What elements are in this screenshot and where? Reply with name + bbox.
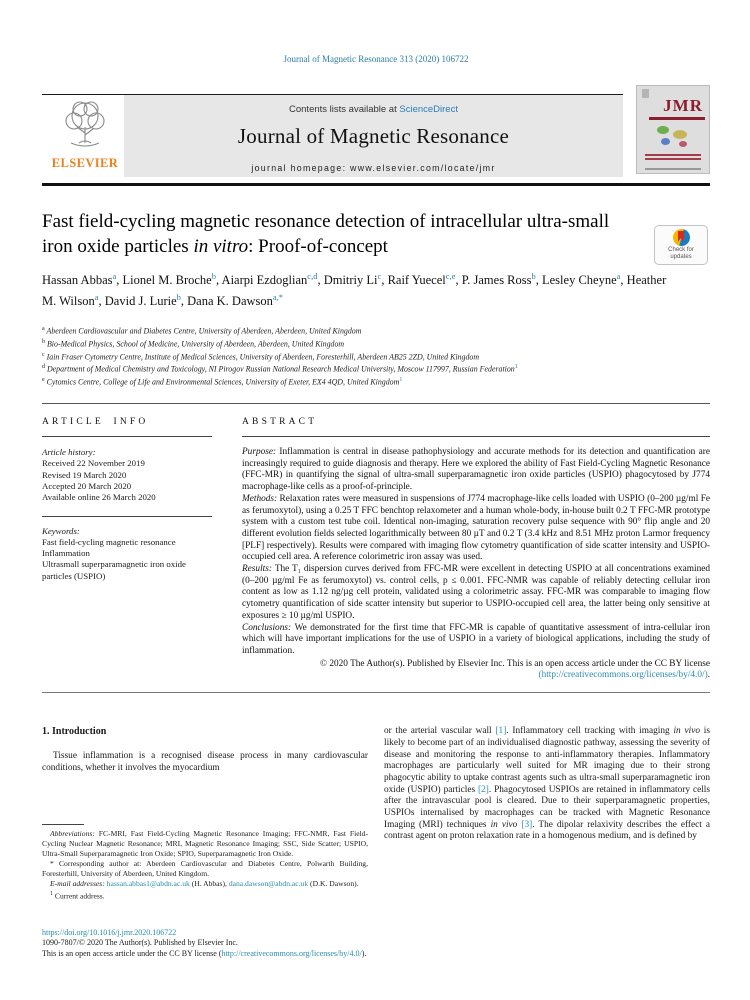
keyword: Fast field-cycling magnetic resonance [42, 536, 176, 547]
cover-title: JMR [663, 96, 703, 115]
author: Hassan Abbas$^a$, [42, 270, 123, 287]
author-affil-link[interactable]: a,* [272, 292, 284, 303]
history-item: Revised 19 March 2020 [42, 469, 127, 480]
journal-cover-thumbnail[interactable] [636, 85, 710, 174]
article-info-heading: ARTICLE INFO [42, 417, 212, 437]
cover-text-bar [645, 154, 701, 156]
current-address-note: $^1$ Current address. [50, 891, 105, 901]
intro-paragraph-continued: or the arterial vascular wall [1]. Inflammatory cell tracking with imaging in vivo is likely to become part of an individualised diagnostic pathway, assessing the severity of disease and monitoring the response to anti-inflammatory therapies. Inflammatory macrophages are particularly well suited for MR imaging due to their strong phagocytic ability to uptake contrast agents such as ultra-small superparamagnetic iron oxide (USPIO) particles [2]. Phagocytosed USPIOs are retained in inflammatory cells after the intravascular pool is cleared. Due to their superparamagnetic properties, USPIOs internalised by macrophages can be tracked with Magnetic Resonance Imaging (MRI) techniques in vivo [3]. The dipolar relaxivity describes the effect a contrast agent on proton relaxation rate in a homogenous medium, and is defined by [384, 726, 711, 842]
author: Heather M. Wilson$^a$, [42, 272, 667, 309]
author: P. James Ross$^b$, [461, 270, 542, 287]
abstract-results: Results: The T₁ dispersion curves derived from FFC-MR were excellent in detecting USPIO at all concentrations examined (0–200 µg/ml Fe as ferumoxytol) vs. control cells, p ≤ 0.001. FFC-NMR was capable of reliably detecting cellular iron content as low as 1.12 ng/µg cell protein, validated using a colorimetric assay. FFC-MR was comparable to imaging flow cytometry quantification of side scatter intensity but superior to USPIO-occupied cell area, the latter being only sensitive at exposures ≥ 10 µg/ml USPIO. [242, 564, 710, 621]
corresponding-author-note: * Corresponding author at: Aberdeen Cardiovascular and Diabetes Centre, Polwarth Building, Foresterhill, University of Aberdeen, United Kingdom. [42, 859, 368, 879]
footer-license-line: This is an open access article under the CC BY license (http://creativecommons.org/licenses/by/4.0/). [42, 948, 367, 958]
journal-title: Journal of Magnetic Resonance [237, 124, 510, 148]
author-affil-link[interactable]: b [531, 270, 536, 281]
masthead [42, 85, 710, 186]
elsevier-tree-icon [59, 99, 111, 155]
left-column [42, 726, 368, 902]
crossmark-icon [673, 229, 690, 246]
author-affil-link[interactable]: b [176, 292, 181, 303]
page-title: Fast field-cycling magnetic resonance detection of intracellular ultra-small iron oxide particles in vitro: Proof-of-concept [42, 210, 610, 257]
article-history-label: Article history: [42, 447, 96, 458]
footer [42, 928, 710, 960]
author: Raif Yuecel$^{c,e}$, [387, 270, 462, 287]
author-affil-link[interactable]: c,d [307, 270, 318, 281]
affiliation: $^d$ Department of Medical Chemistry and Toxicology, NI Pirogov Russian National Research Medical University, Moscow 117997, Russian Federation$^1$ [42, 364, 518, 375]
intro-paragraph: Tissue inflammation is a recognised disease process in many cardiovascular conditions, whether it involves the myocardium [42, 750, 368, 773]
abstract-purpose: Purpose: Inflammation is central in disease pathophysiology and accurate methods for its detection and quantification are increasingly required to guide diagnosis and therapy. Here we explored the ability of Fast Field-Cycling Magnetic Resonance (FFC-MR) in quantifying the signal of ultra-small superparamagnetic iron oxide particles (USPIO) phagocytosed by J774 macrophage-like cells as a proof-of-principle. [242, 447, 710, 493]
abstract-heading: ABSTRACT [242, 417, 710, 437]
cover-art-blob [679, 141, 687, 147]
cover-art-blob [673, 130, 687, 139]
footnote-block [42, 824, 368, 902]
affiliation: $^e$ Cytomics Centre, College of Life and Environmental Sciences, University of Exeter, EX4 4QD, United Kingdom$^1$ [42, 377, 403, 387]
contents-line: Contents lists available at ScienceDirect [289, 104, 458, 115]
right-column [384, 726, 710, 902]
abstract-divider [42, 692, 710, 693]
author-affil-link[interactable]: a [616, 270, 621, 281]
author: Lesley Cheyne$^a$, [542, 270, 627, 287]
reference-link[interactable]: [2] [478, 784, 489, 795]
copyright-line: © 2020 The Author(s). Published by Elsevier Inc. This is an open access article under the CC BY license (http://creativecommons.org/licenses/by/4.0/). [319, 658, 710, 681]
author: Lionel M. Broche$^b$, [122, 270, 222, 287]
cover-art-blob [661, 138, 670, 145]
author: Dana K. Dawson$^{a,*}$ [187, 292, 284, 309]
keyword: Ultrasmall superparamagnetic iron oxide particles (USPIO) [42, 559, 186, 581]
check-for-updates-button[interactable]: Check for updates [654, 225, 708, 265]
journal-homepage-link[interactable]: journal homepage: www.elsevier.com/locate/jmr [251, 163, 496, 173]
article-info-column [42, 417, 242, 682]
reference-link[interactable]: [1] [495, 726, 507, 737]
elsevier-wordmark: ELSEVIER [51, 156, 119, 170]
email-note: E-mail addresses: hassan.abbas1@abdn.ac.uk (H. Abbas), dana.dawson@abdn.ac.uk (D.K. Dawson). [50, 879, 359, 889]
reference-link[interactable]: [3] [521, 819, 533, 830]
license-link[interactable]: (http://creativecommons.org/licenses/by/4.0/) [538, 670, 708, 681]
history-item: Available online 26 March 2020 [42, 492, 156, 503]
author-affil-link[interactable]: c [377, 270, 382, 281]
author-affil-link[interactable]: b [211, 270, 216, 281]
section-divider [42, 403, 710, 404]
abstract-methods: Methods: Relaxation rates were measured in suspensions of J774 macrophage-like cells loaded with USPIO (0–200 µg/ml Fe as ferumoxytol), using a 0.25 T FFC benchtop relaxometer and a human whole-body, in-house built 0.2 T FFC-MR prototype system with a custom test tube coil. Identical non-imaging, saturation recovery pulse sequence with 90° flip angle and 20 different evolution fields selected logarithmically between 80 µT and 0.2 T (3.4 kHz and 8.51 MHz proton Larmor frequency [PLF] respectively). Results were compared with imaging flow cytometry quantification of side scatter intensity and USPIO-occupied cell area. A reference colorimetric iron assay was used. [242, 493, 711, 563]
affiliation-list [42, 324, 710, 388]
sciencedirect-link[interactable]: ScienceDirect [399, 104, 458, 115]
doi-link[interactable]: https://doi.org/10.1016/j.jmr.2020.106722 [42, 927, 177, 937]
email-link[interactable]: hassan.abbas1@abdn.ac.uk [106, 879, 190, 889]
masthead-divider [42, 183, 710, 186]
abstract-column [242, 417, 710, 682]
cover-art-blob [657, 126, 669, 134]
author: Aiarpi Ezdoglian$^{c,d}$, [221, 270, 324, 287]
citation-header: Journal of Magnetic Resonance 313 (2020) 106722 [283, 54, 469, 64]
history-item: Received 22 November 2019 [42, 458, 145, 469]
journal-banner [124, 95, 623, 177]
author-affil-link[interactable]: a [112, 270, 117, 281]
history-item: Accepted 20 March 2020 [42, 480, 132, 491]
footnote-rule [42, 824, 84, 825]
elsevier-logo[interactable] [42, 95, 124, 177]
author-list [42, 268, 682, 311]
author: Dmitriy Li$^c$, [323, 270, 388, 287]
cover-publisher-mark [642, 89, 649, 98]
keyword: Inflammation [42, 548, 90, 559]
cover-rule [649, 117, 705, 120]
author-affil-link[interactable]: c,e [445, 270, 456, 281]
issn-copyright-line: 1090-7807/© 2020 The Author(s). Published by Elsevier Inc. [42, 938, 238, 948]
keywords-label: Keywords: [42, 525, 80, 536]
affiliation: $^a$ Aberdeen Cardiovascular and Diabetes Centre, University of Aberdeen, Aberdeen, United Kingdom [42, 325, 362, 336]
affiliation: $^b$ Bio-Medical Physics, School of Medicine, University of Aberdeen, Aberdeen, United Kingdom [42, 338, 345, 349]
cover-text-bar [645, 158, 701, 160]
email-link[interactable]: dana.dawson@abdn.ac.uk [228, 879, 309, 889]
author: David J. Lurie$^b$, [104, 292, 188, 309]
affiliation: $^c$ Iain Fraser Cytometry Centre, Institute of Medical Sciences, University of Aberdeen, Foresterhill, Aberdeen AB25 2ZD, United Kingdom [42, 351, 480, 362]
introduction-heading: 1. Introduction [42, 726, 107, 738]
cover-text-bar [645, 168, 701, 170]
cc-license-link[interactable]: http://creativecommons.org/licenses/by/4.0/ [221, 948, 362, 958]
abstract-conclusions: Conclusions: We demonstrated for the first time that FFC-MR is capable of quantitative assessment of intra-cellular iron which will have important implications for the use of USPIO in a variety of biological applications, including the study of inflammation. [242, 622, 710, 656]
abbreviations-note: Abbreviations: FC-MRI, Fast Field-Cycling Magnetic Resonance Imaging; FFC-NMR, Fast Field-Cycling Nuclear Magnetic Resonance; MRI, Magnetic Resonance Imaging; SSC, Side Scatter; USPIO, Ultra-Small Superparamagnetic Iron Oxide; SPIO, Superparamagnetic Iron Oxide. [42, 829, 368, 859]
cover-artwork [651, 124, 697, 150]
author-affil-link[interactable]: a [94, 292, 99, 303]
